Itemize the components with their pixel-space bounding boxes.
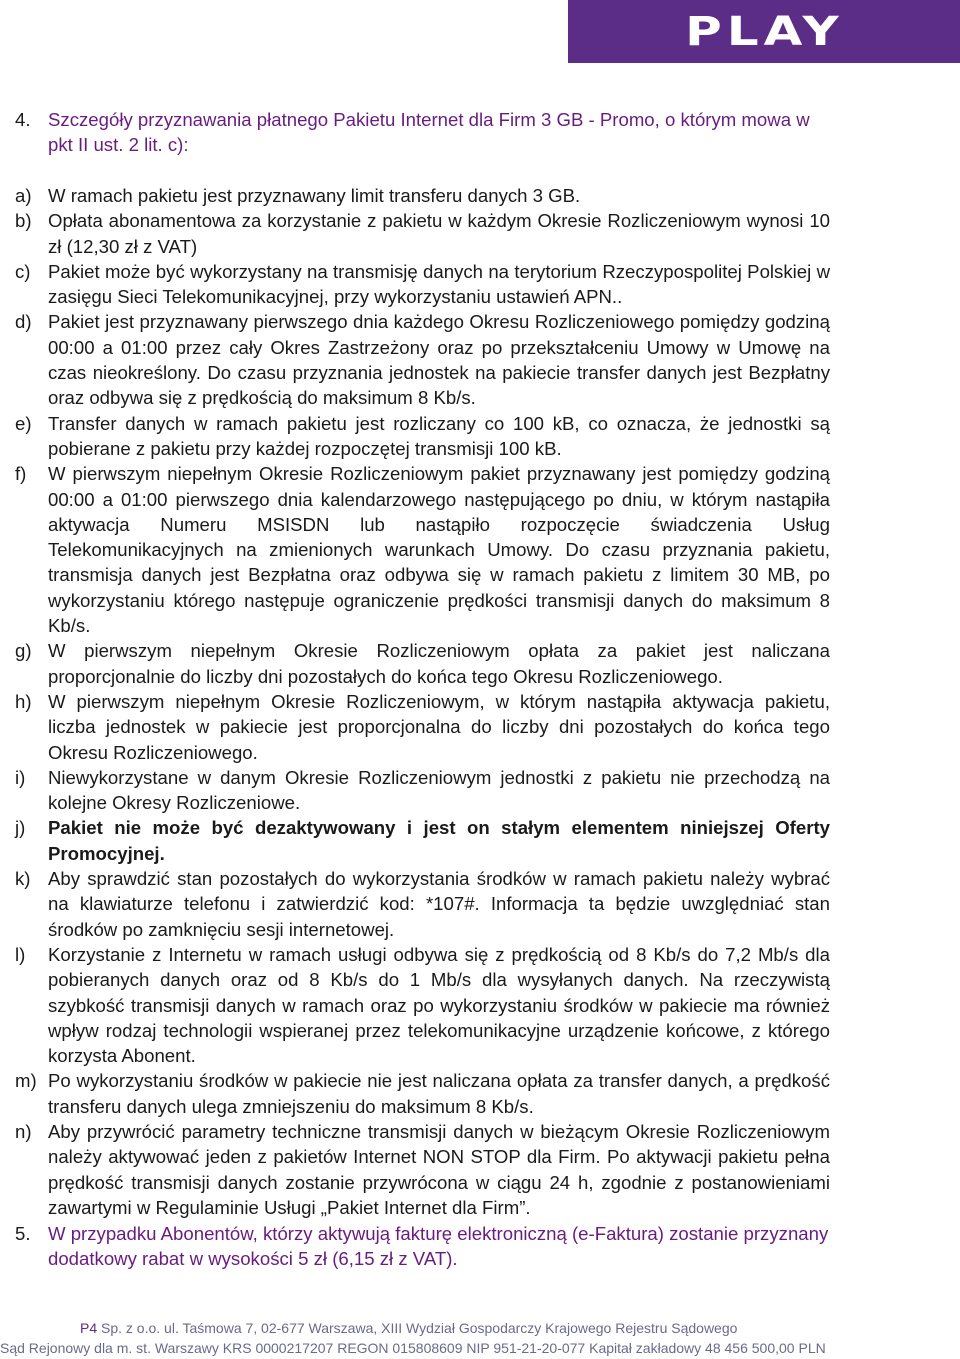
list-item-g bbox=[0, 638, 960, 689]
item-label: a) bbox=[15, 185, 32, 206]
list-item-l bbox=[0, 942, 960, 1068]
item-label: b) bbox=[15, 210, 32, 232]
list-item-e bbox=[0, 411, 960, 462]
item-text: W pierwszym niepełnym Okresie Rozliczeniowym, w którym nastąpiła aktywacja pakietu, liczba jednostek w pakiecie jest proporcjonalna do liczby dni pozostałych do końca tego Okresu Rozliczeniowego. bbox=[48, 690, 830, 763]
logo-text: PLAY bbox=[684, 8, 844, 55]
item-label: g) bbox=[15, 640, 32, 662]
item-text: Pakiet jest przyznawany pierwszego dnia każdego Okresu Rozliczeniowego pomiędzy godziną 00:00 a 01:00 przez cały Okres Zastrzeżony oraz po przekształceniu Umowy w Umowę na czas nieokreślony. Do czasu przyznania jednostek na pakiecie transfer danych jest Bezpłatny oraz odbywa się z prędkością do maksimum 8 Kb/s. bbox=[48, 311, 830, 409]
item-label: j) bbox=[15, 817, 26, 839]
item-text: W pierwszym niepełnym Okresie Rozliczeniowym pakiet przyznawany jest pomiędzy godziną 00:00 a 01:00 pierwszego dnia kalendarzowego następującego po dniu, w którym nastąpiła aktywacja Numeru MSISDN lub nastąpiło rozpoczęcie świadczenia Usług Telekomunikacyjnych na zmienionych warunkach Umowy. Do czasu przyznania pakietu, transmisja danych jest Bezpłatna oraz odbywa się w ramach pakietu z limitem 30 MB, po wykorzystaniu którego następuje ograniczenie prędkości transmisji danych do maksimum 8 Kb/s. bbox=[48, 463, 830, 637]
section-5 bbox=[0, 1221, 960, 1272]
item-text: Pakiet nie może być dezaktywowany i jest on stałym elementem niniejszej Oferty Promocyjnej. bbox=[48, 817, 830, 864]
item-label: k) bbox=[15, 868, 31, 890]
list-item-a bbox=[0, 183, 960, 208]
list-item-c bbox=[0, 259, 960, 310]
list-item-b bbox=[0, 208, 960, 259]
item-label: m) bbox=[15, 1070, 37, 1092]
list-item-h bbox=[0, 689, 960, 765]
item-text: Po wykorzystaniu środków w pakiecie nie jest naliczana opłata za transfer danych, a prędkość transferu danych ulega zmniejszeniu do maksimum 8 Kb/s. bbox=[48, 1070, 830, 1117]
section-4 bbox=[0, 107, 960, 158]
play-logo bbox=[568, 0, 960, 63]
item-label: e) bbox=[15, 412, 32, 434]
footer-line-2: Sąd Rejonowy dla m. st. Warszawy KRS 0000217207 REGON 015808609 NIP 951-21-20-077 Kapitał zakładowy 48 456 500,00 PLN bbox=[0, 1340, 826, 1356]
item-label: f) bbox=[15, 463, 27, 485]
footer-company: P4 bbox=[80, 1320, 98, 1336]
list-item-n bbox=[0, 1119, 960, 1220]
item-label: n) bbox=[15, 1120, 32, 1142]
section-5-number: 5. bbox=[15, 1223, 31, 1244]
item-label: c) bbox=[15, 260, 31, 282]
item-text: Aby sprawdzić stan pozostałych do wykorzystania środków w ramach pakietu należy wybrać na klawiaturze telefonu i zatwierdzić kod: *107#. Informacja ta będzie uwzględniać stan środków po zamknięciu sesji internetowej. bbox=[48, 868, 830, 940]
item-text: W ramach pakietu jest przyznawany limit transferu danych 3 GB. bbox=[48, 185, 581, 206]
section-5-title: W przypadku Abonentów, którzy aktywują fakturę elektroniczną (e-Faktura) zostanie przyznany dodatkowy rabat w wysokości 5 zł (6,15 zł z VAT). bbox=[48, 1223, 829, 1270]
item-text: Aby przywrócić parametry techniczne transmisji danych w bieżącym Okresie Rozliczeniowym należy aktywować jeden z pakietów Internet NON STOP dla Firm. Po aktywacji pakietu pełna prędkość transmisji danych zostanie przywrócona w ciągu 24 h, zgodnie z postanowieniami zawartymi w Regulaminie Usługi „Pakiet Internet dla Firm”. bbox=[48, 1120, 830, 1218]
list-item-k bbox=[0, 866, 960, 942]
item-label: d) bbox=[15, 311, 32, 333]
section-4-title: Szczegóły przyznawania płatnego Pakietu Internet dla Firm 3 GB - Promo, o którym mowa w pkt II ust. 2 lit. c): bbox=[48, 109, 810, 156]
list-item-m bbox=[0, 1068, 960, 1119]
list-item-f bbox=[0, 461, 960, 638]
section-4-heading bbox=[0, 107, 960, 158]
section-5-heading bbox=[0, 1221, 960, 1272]
list-item-j bbox=[0, 815, 960, 866]
item-text: Niewykorzystane w danym Okresie Rozliczeniowym jednostki z pakietu nie przechodzą na kolejne Okresy Rozliczeniowe. bbox=[48, 766, 830, 814]
list-item-d bbox=[0, 309, 960, 410]
item-label: h) bbox=[15, 690, 32, 712]
footer-line-1 bbox=[80, 1319, 737, 1337]
item-text: Pakiet może być wykorzystany na transmisję danych na terytorium Rzeczypospolitej Polskiej w zasięgu Sieci Telekomunikacyjnej, przy wykorzystaniu ustawień APN.. bbox=[48, 260, 830, 308]
list-item-i bbox=[0, 765, 960, 816]
section-4-items bbox=[0, 183, 960, 1220]
item-text: Korzystanie z Internetu w ramach usługi odbywa się z prędkością od 8 Kb/s do 7,2 Mb/s dla pobieranych danych oraz od 8 Kb/s do 1 Mb/s dla wysyłanych danych. Na rzeczywistą szybkość transmisji danych w ramach oraz po wykorzystaniu środków w pakiecie ma również wpływ rodzaj technologii wspieranej przez telekomunikacyjne urządzenie końcowe, z którego korzysta Abonent. bbox=[48, 943, 830, 1067]
item-text: W pierwszym niepełnym Okresie Rozliczeniowym opłata za pakiet jest naliczana proporcjonalnie do liczby dni pozostałych do końca tego Okresu Rozliczeniowego. bbox=[48, 640, 830, 687]
item-text: Transfer danych w ramach pakietu jest rozliczany co 100 kB, co oznacza, że jednostki są pobierane z pakietu przy każdej rozpoczętej transmisji 100 kB. bbox=[48, 412, 830, 459]
section-4-number: 4. bbox=[15, 109, 31, 130]
item-label: l) bbox=[15, 943, 26, 965]
item-label: i) bbox=[15, 766, 26, 788]
footer-address: Sp. z o.o. ul. Taśmowa 7, 02-677 Warszawa, XIII Wydział Gospodarczy Krajowego Rejestru Sądowego bbox=[97, 1320, 738, 1336]
item-text: Opłata abonamentowa za korzystanie z pakietu w każdym Okresie Rozliczeniowym wynosi 10 zł (12,30 zł z VAT) bbox=[48, 210, 830, 257]
